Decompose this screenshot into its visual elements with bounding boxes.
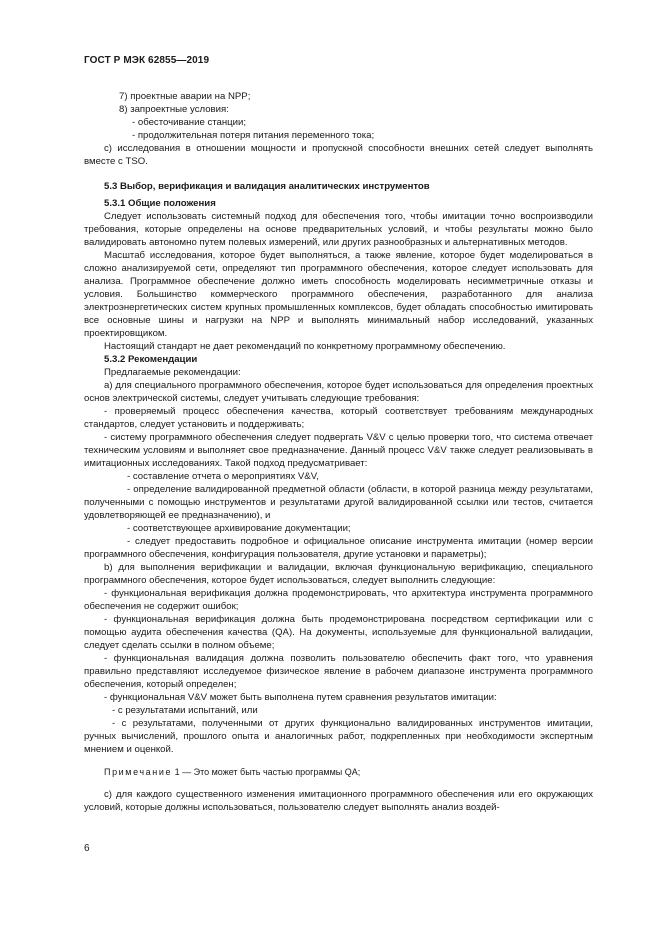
list-item-text: - определение валидированной предметной области (области, в которой разница между результатами, полученными с помощью инструментов и результатами другой валидированной ссылки или тестов, считается удовлетворяющей ее предназначению), и — [84, 484, 593, 521]
list-item: - с результатами, полученными от других функционально валидированных инструментов имитации, ручных вычислений, прошлого опыта и аналогичных работ, подкрепленных при необходимости экспертным мнением и оценкой. — [84, 718, 593, 755]
list-item: - функциональная V&V может быть выполнена путем сравнения результатов имитации: — [104, 692, 497, 703]
list-item: 8) запроектные условия: — [119, 104, 229, 115]
paragraph: Настоящий стандарт не дает рекомендаций по конкретному программному обеспечению. — [104, 341, 506, 352]
list-item: - следует предоставить подробное и официальное описание инструмента имитации (номер версии программного обеспечения, конфигурация пользователя, другие установки и параметры); — [84, 536, 593, 560]
list-item: - функциональная верификация должна продемонстрировать, что архитектура инструмента программного обеспечения не содержит ошибок; — [84, 588, 593, 612]
paragraph: b) для выполнения верификации и валидации, включая функциональную верификацию, специального программного обеспечения, которое будет использоваться, следует выполнить следующие: — [84, 562, 593, 586]
list-item: 7) проектные аварии на NPP; — [119, 91, 251, 102]
list-item: - обесточивание станции; — [132, 117, 247, 128]
list-item: - с результатами испытаний, или — [112, 705, 258, 716]
subsection-heading: 5.3.1 Общие положения — [104, 198, 216, 209]
page-header: ГОСТ Р МЭК 62855—2019 — [84, 55, 210, 66]
note-text: 1 — Это может быть частью программы QA; — [172, 767, 361, 777]
paragraph: Следует использовать системный подход для обеспечения того, чтобы имитации точно воспроизводили требования, которые определены на основе предварительных условий, и чтобы результаты можно было валидировать автономно путем полевых измерений, или других разнообразных и альтернативных методов. — [84, 211, 593, 248]
paragraph: c) исследования в отношении мощности и пропускной способности внешних сетей следует выполнять вместе с TSO. — [84, 143, 593, 167]
list-item: - соответствующее архивирование документации; — [127, 523, 351, 534]
list-item: - функциональная валидация должна позволить пользователю обеспечить факт того, что уравнения правильно представляют исследуемое физическое явление в рабочем диапазоне инструмента программного обеспечения, который определен; — [84, 653, 593, 690]
note-label: Примечание — [104, 767, 173, 777]
section-heading: 5.3 Выбор, верификация и валидация аналитических инструментов — [104, 181, 430, 192]
subsection-heading: 5.3.2 Рекомендации — [104, 354, 198, 365]
paragraph: a) для специального программного обеспечения, которое будет использоваться для определения проектных основ электрической системы, следует учитывать следующие требования: — [84, 380, 593, 404]
page-number: 6 — [84, 843, 90, 854]
list-item — [84, 483, 593, 522]
paragraph: c) для каждого существенного изменения имитационного программного обеспечения или его окружающих условий, которые должны использоваться, пользователю следует выполнять анализ воздей- — [84, 789, 593, 813]
paragraph: Предлагаемые рекомендации: — [104, 367, 241, 378]
list-item: - продолжительная потеря питания переменного тока; — [132, 130, 375, 141]
note — [84, 766, 593, 779]
page-content — [84, 90, 593, 814]
list-item: - функциональная верификация должна быть продемонстрирована посредством сертификации или с помощью аудита обеспечения качества (QA). На документы, используемые для функциональной валидации, следует сделать ссылки в полном объеме; — [84, 614, 593, 651]
paragraph: Масштаб исследования, которое будет выполняться, а также явление, которое будет моделироваться в сложно анализируемой сети, определяют тип программного обеспечения, которое следует использовать для анализа. Программное обеспечение должно иметь способность моделировать несимметричные отказы и условия. Большинство коммерческого программного обеспечения, разработанного для анализа электроэнергетических систем крупных промышленных комплексов, будет обладать способностью имитировать все основные шины и нагрузки на NPP и выполнять минимальный набор исследований, указанных проектировщиком. — [84, 250, 593, 339]
list-item: - составление отчета о мероприятиях V&V, — [127, 471, 319, 482]
list-item: - проверяемый процесс обеспечения качества, который соответствует требованиям международных стандартов, следует установить и поддерживать; — [84, 406, 593, 430]
list-item: - систему программного обеспечения следует подвергать V&V с целью проверки того, что система отвечает техническим условиям и выполняет свое предназначение. Данный процесс V&V также следует реализовывать в имитационных исследованиях. Такой подход предусматривает: — [84, 432, 593, 469]
